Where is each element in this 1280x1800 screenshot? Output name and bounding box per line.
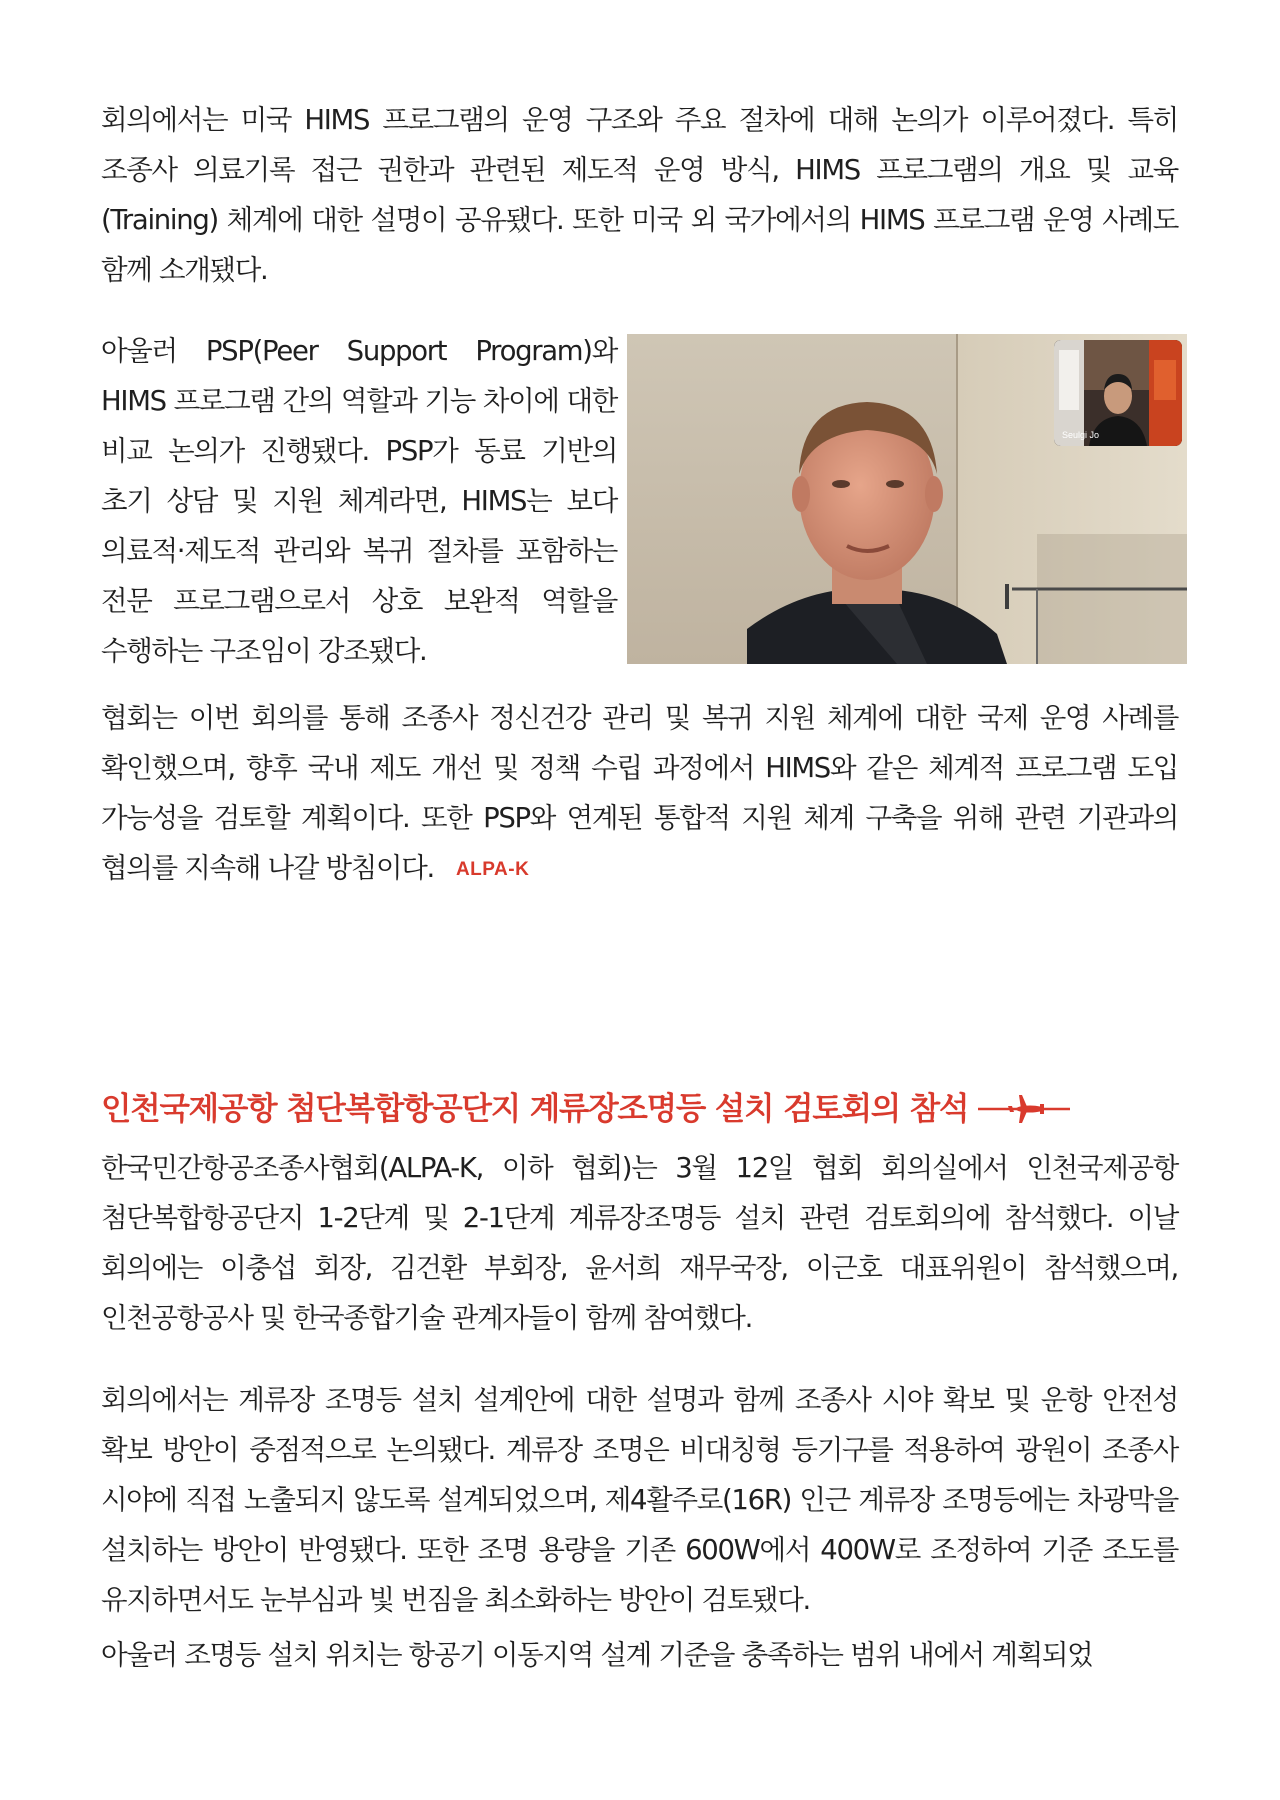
participant-name-label: Seulgi Jo	[1062, 430, 1100, 440]
lighting-design-paragraph: 회의에서는 계류장 조명등 설치 설계안에 대한 설명과 함께 조종사 시야 확보 및 운항 안전성 확보 방안이 중점적으로 논의됐다. 계류장 조명은 비대칭형 등기구를 적용하여 광원이 조종사 시야에 직접 노출되지 않도록 설계되었으며, 제4활주로(16R) 인근 계류장 조명등에는 차광막을 설치하는 방안이 반영됐다. 또한 조명 용량을 기존 600W에서 400W로 조정하여 기준 조도를 유지하면서도 눈부심과 빛 번짐을 최소화하는 방안이 검토됐다.	[101, 1384, 1178, 1616]
association-plan-text: 협회는 이번 회의를 통해 조종사 정신건강 관리 및 복귀 지원 체계에 대한 국제 운영 사례를 확인했으며, 향후 국내 제도 개선 및 정책 수립 과정에서 HIMS와 같은 체계적 프로그램 도입 가능성을 검토할 계획이다. 또한 PSP와 연계된 통합적 지원 체계 구축을 위해 관련 기관과의 협의를 지속해 나갈 방침이다.	[101, 702, 1178, 884]
lighting-location-paragraph: 아울러 조명등 설치 위치는 항공기 이동지역 설계 기준을 충족하는 범위 내에서 계획되었	[101, 1639, 1093, 1671]
psp-comparison-paragraph: 아울러 PSP(Peer Support Program)와 HIMS 프로그램 간의 역할과 기능 차이에 대한 비교 논의가 진행됐다. PSP가 동료 기반의 초기 상담 및 지원 체계라면, HIMS는 보다 의료적·제도적 관리와 복귀 절차를 포함하는 전문 프로그램으로서 상호 보완적 역할을 수행하는 구조임이 강조됐다.	[101, 335, 617, 667]
apron-lighting-heading	[101, 1087, 1070, 1135]
video-call-photo	[627, 334, 1187, 664]
association-plan-paragraph	[101, 693, 1178, 895]
alpa-k-signature: ALPA-K	[455, 859, 530, 880]
hims-meeting-paragraph: 회의에서는 미국 HIMS 프로그램의 운영 구조와 주요 절차에 대해 논의가 이루어졌다. 특히 조종사 의료기록 접근 권한과 관련된 제도적 운영 방식, HIMS 프로그램의 개요 및 교육(Training) 체계에 대한 설명이 공유됐다. 또한 미국 외 국가에서의 HIMS 프로그램 운영 사례도 함께 소개됐다.	[101, 104, 1178, 286]
airplane-icon	[978, 1091, 1070, 1135]
participant-thumbnail	[1054, 340, 1182, 446]
heading-text: 인천국제공항 첨단복합항공단지 계류장조명등 설치 검토회의 참석	[101, 1091, 969, 1127]
review-meeting-paragraph: 한국민간항공조종사협회(ALPA-K, 이하 협회)는 3월 12일 협회 회의실에서 인천국제공항 첨단복합항공단지 1-2단계 및 2-1단계 계류장조명등 설치 관련 검토회의에 참석했다. 이날 회의에는 이충섭 회장, 김건환 부회장, 윤서희 재무국장, 이근호 대표위원이 참석했으며, 인천공항공사 및 한국종합기술 관계자들이 함께 참여했다.	[101, 1152, 1178, 1334]
carousel-dots	[866, 654, 896, 660]
